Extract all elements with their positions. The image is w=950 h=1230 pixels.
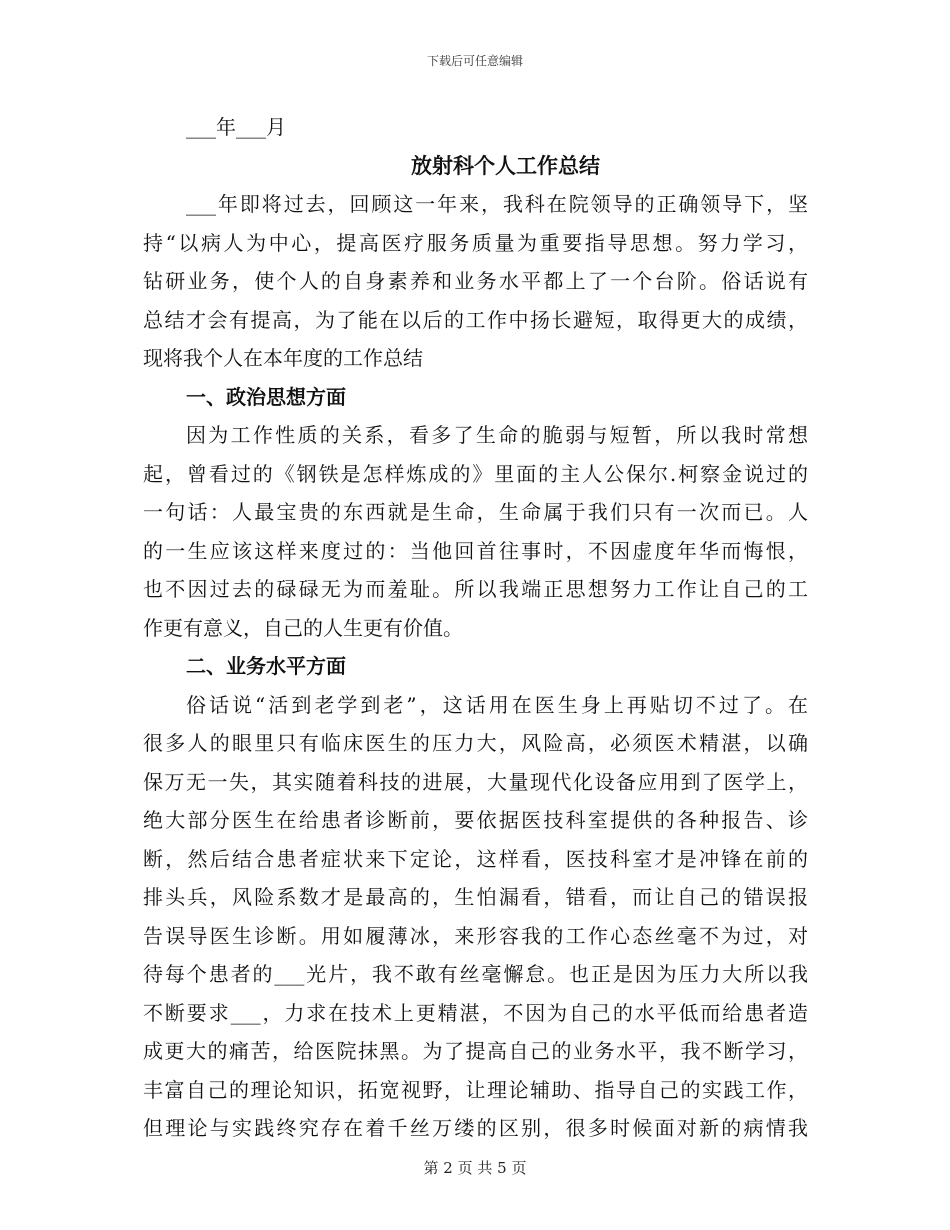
paragraph-line: 钻研业务，使个人的自身素养和业务水平都上了一个台阶。俗话说有	[143, 269, 808, 293]
paragraph-line: 持“以病人为中心，提高医疗服务质量为重要指导思想。努力学习，	[143, 230, 808, 255]
paragraph-line: 起，曾看过的《钢铁是怎样炼成的》里面的主人公保尔.柯察金说过的	[143, 461, 808, 486]
paragraph-line: 因为工作性质的关系，看多了生命的脆弱与短暂，所以我时常想	[186, 423, 808, 447]
header-note: 下载后可任意编辑	[426, 54, 523, 68]
paragraph-line: 告误导医生诊断。用如履薄冰，来形容我的工作心态丝毫不为过，对	[143, 923, 808, 948]
paragraph-line: 也不因过去的碌碌无为而羞耻。所以我端正思想努力工作让自己的工	[143, 577, 808, 601]
section-heading: 二、业务水平方面	[186, 654, 346, 678]
paragraph-line: 待每个患者的___光片，我不敢有丝毫懈怠。也正是因为压力大所以我	[143, 962, 808, 986]
paragraph-line: 的一生应该这样来度过的：当他回首往事时，不因虚度年华而悔恨，	[143, 538, 808, 563]
paragraph-line: 丰富自己的理论知识，拓宽视野，让理论辅助、指导自己的实践工作，	[143, 1077, 808, 1102]
section-heading: 一、政治思想方面	[186, 384, 346, 409]
paragraph-line: 现将我个人在本年度的工作总结	[143, 346, 423, 370]
paragraph-line: 不断要求___，力求在技术上更精湛，不因为自己的水平低而给患者造	[143, 1000, 808, 1025]
paragraph-line: 但理论与实践终究存在着千丝万缕的区别，很多时候面对新的病情我	[143, 1116, 808, 1140]
paragraph-line: 保万无一失，其实随着科技的进展，大量现代化设备应用到了医学上，	[143, 769, 808, 794]
paragraph-line: 成更大的痛苦，给医院抹黑。为了提高自己的业务水平，我不断学习，	[143, 1039, 808, 1063]
paragraph-line: 很多人的眼里只有临床医生的压力大，风险高，必须医术精湛，以确	[143, 731, 808, 755]
date-line: ___年___月	[186, 115, 286, 139]
paragraph-line: 断，然后结合患者症状来下定论，这样看，医技科室才是冲锋在前的	[143, 846, 808, 871]
paragraph-line: 作更有意义，自己的人生更有价值。	[143, 615, 463, 640]
paragraph-line: 俗话说“活到老学到老”，这话用在医生身上再贴切不过了。在	[186, 692, 808, 717]
paragraph-line: ___年即将过去，回顾这一年来，我科在院领导的正确领导下，坚	[186, 192, 808, 216]
paragraph-line: 总结才会有提高，为了能在以后的工作中扬长避短，取得更大的成绩，	[143, 307, 808, 332]
page-number: 第 2 页 共 5 页	[423, 1159, 527, 1177]
document-body	[143, 108, 808, 1148]
paragraph-line: 排头兵，风险系数才是最高的，生怕漏看，错看，而让自己的错误报	[143, 885, 808, 909]
paragraph-line: 绝大部分医生在给患者诊断前，要依据医技科室提供的各种报告、诊	[143, 808, 808, 832]
document-title: 放射科个人工作总结	[411, 152, 600, 178]
paragraph-line: 一句话：人最宝贵的东西就是生命，生命属于我们只有一次而已。人	[143, 500, 808, 524]
